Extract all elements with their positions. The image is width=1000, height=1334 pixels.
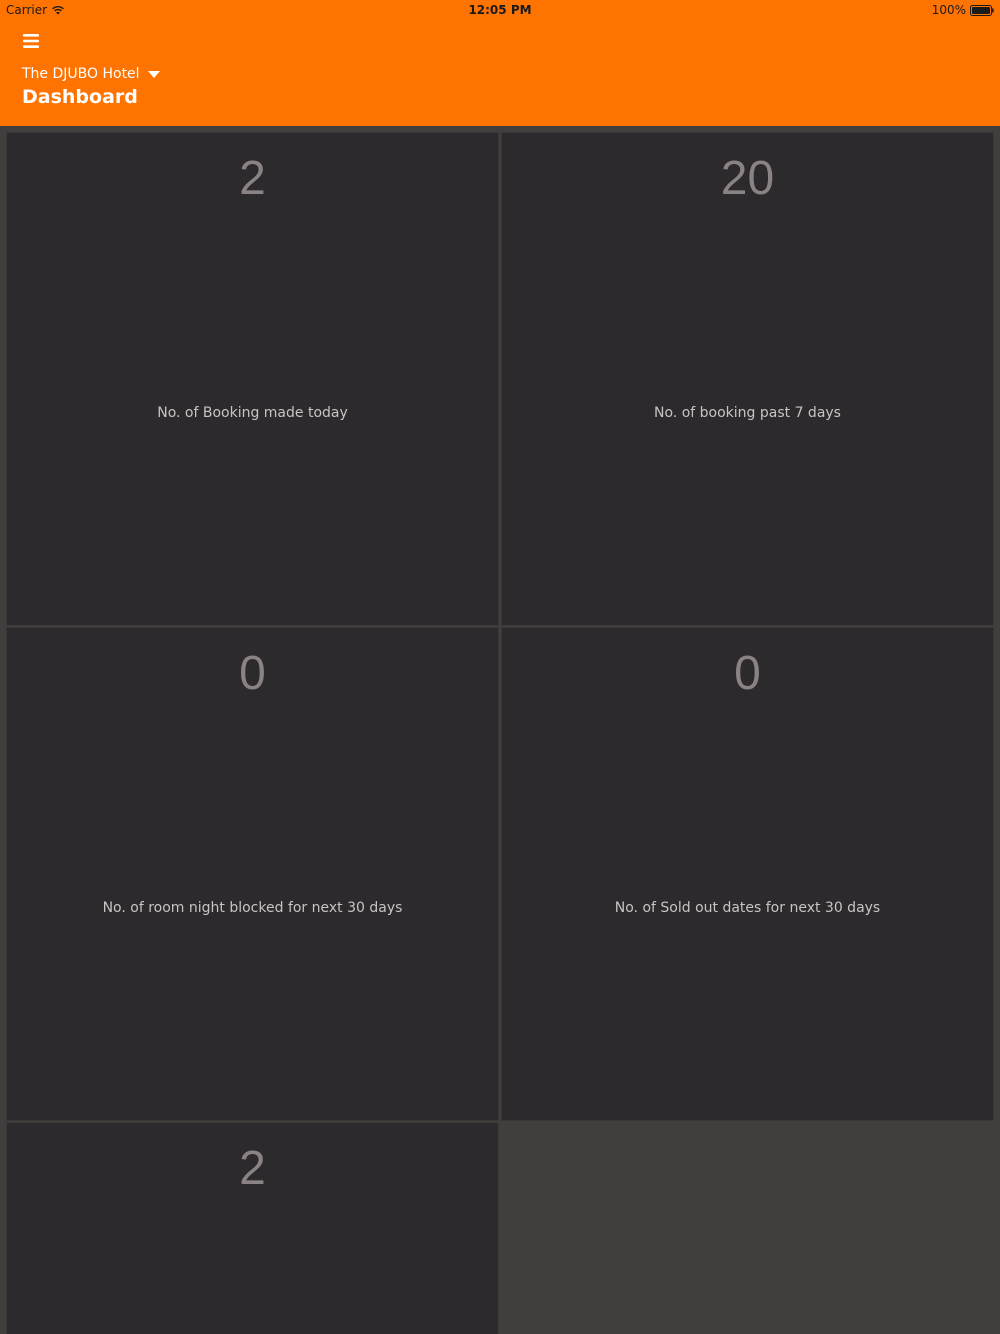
tile-label: No. of Booking made today bbox=[157, 405, 348, 421]
caret-down-icon bbox=[148, 71, 160, 78]
status-bar bbox=[0, 0, 1000, 20]
battery-percent: 100% bbox=[931, 3, 966, 17]
page-title: Dashboard bbox=[22, 86, 138, 108]
hotel-selector[interactable] bbox=[22, 66, 160, 82]
hamburger-menu-icon[interactable] bbox=[18, 28, 44, 54]
battery-icon bbox=[970, 5, 994, 16]
tile-label: No. of booking past 7 days bbox=[654, 405, 841, 421]
hotel-name: The DJUBO Hotel bbox=[22, 66, 140, 82]
tile-value: 20 bbox=[720, 152, 775, 205]
tile-value: 0 bbox=[734, 647, 761, 700]
status-time: 12:05 PM bbox=[468, 3, 532, 17]
tile-fifth[interactable] bbox=[6, 1122, 499, 1334]
tile-label: No. of room night blocked for next 30 days bbox=[102, 900, 403, 916]
tile-room-nights-blocked[interactable] bbox=[6, 627, 499, 1121]
tile-sold-out-dates[interactable] bbox=[501, 627, 994, 1121]
tile-value: 0 bbox=[239, 647, 266, 700]
tile-value: 2 bbox=[239, 152, 266, 205]
carrier-label: Carrier bbox=[6, 3, 48, 17]
tile-bookings-past-7-days[interactable] bbox=[501, 132, 994, 626]
app-header bbox=[0, 0, 1000, 126]
tile-label: No. of Sold out dates for next 30 days bbox=[614, 900, 881, 916]
tile-bookings-today[interactable] bbox=[6, 132, 499, 626]
tile-value: 2 bbox=[239, 1142, 266, 1195]
status-battery bbox=[932, 3, 994, 17]
